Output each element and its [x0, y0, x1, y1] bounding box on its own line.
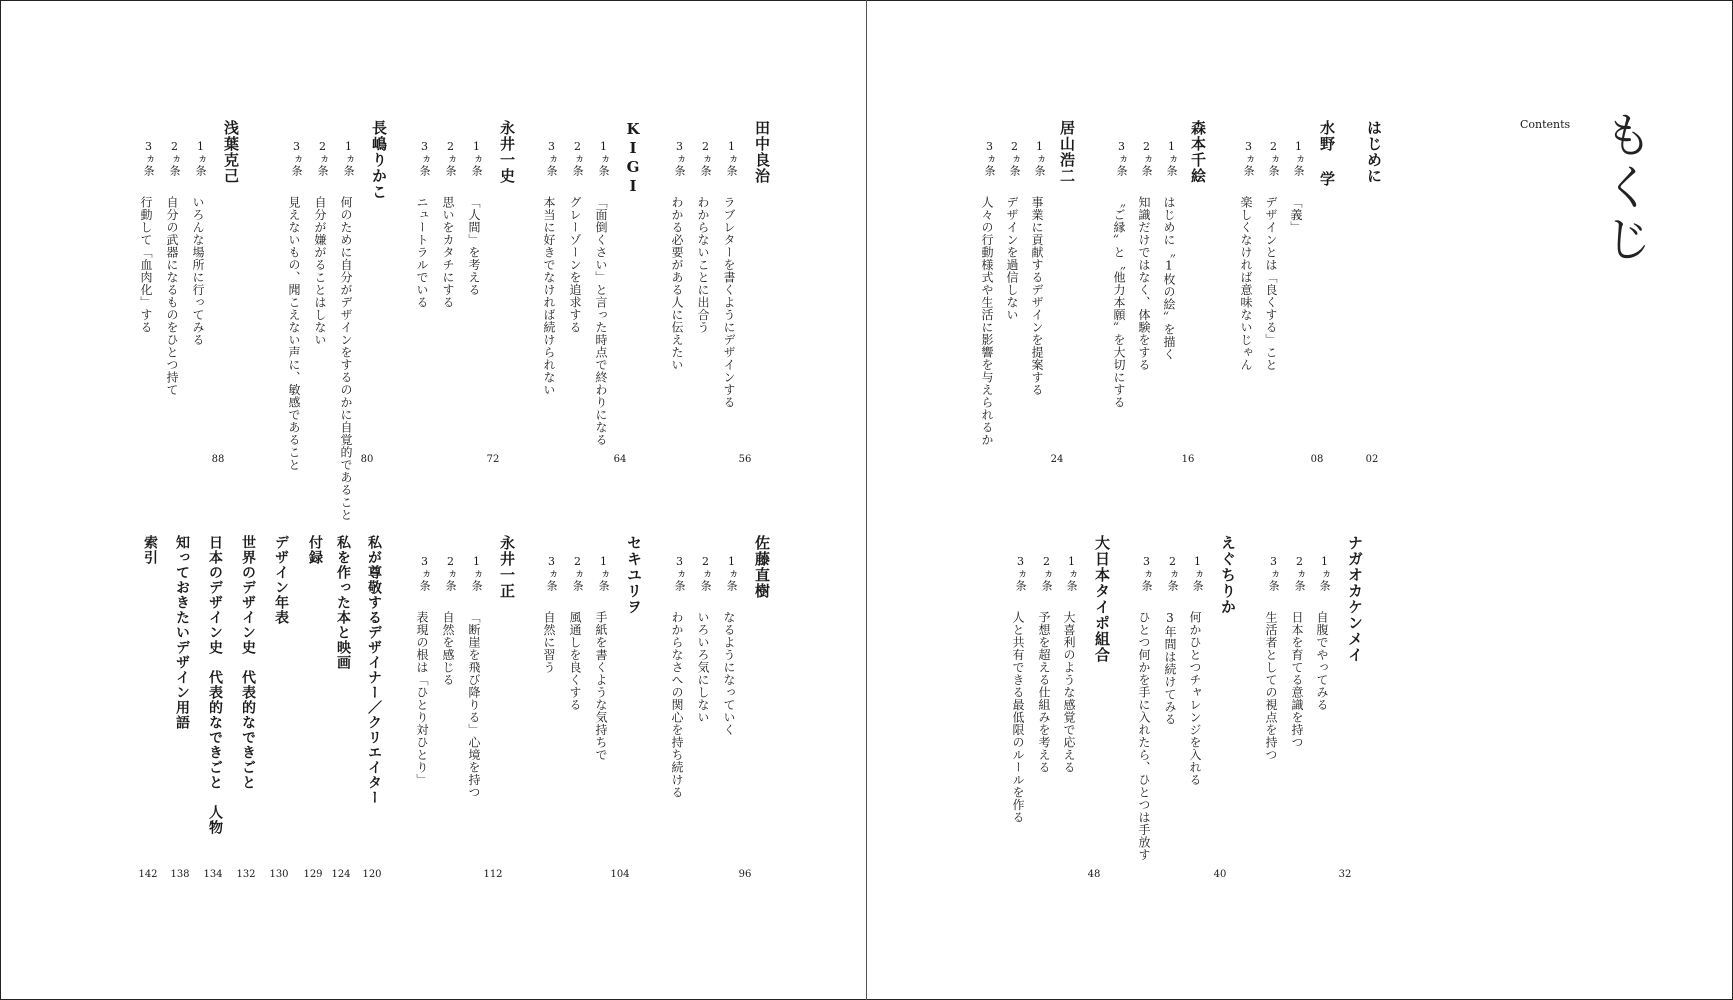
page-number: 32 — [1338, 869, 1352, 880]
page-number: 56 — [738, 454, 752, 465]
article-item[interactable]: 「断崖を飛び降りる」心境を持つ — [467, 611, 481, 799]
article-number: 1ヵ条 — [1165, 140, 1178, 177]
designer-name[interactable]: ナガオカケンメイ — [1346, 535, 1364, 663]
article-item[interactable]: 手紙を書くような気持ちで — [594, 611, 608, 761]
article-item[interactable]: 行動して「血肉化」する — [139, 196, 153, 334]
contents-label: Contents — [1520, 118, 1571, 131]
article-number: 1ヵ条 — [1191, 555, 1204, 592]
article-item[interactable]: 予想を超える仕組みを考える — [1037, 611, 1051, 774]
article-item[interactable]: わからなさへの関心を持ち続ける — [670, 611, 684, 799]
article-item[interactable]: 自分の武器になるものをひとつ持て — [165, 196, 179, 396]
article-item[interactable]: 自分が嫌がることはしない — [313, 196, 327, 346]
appendix-item[interactable]: 日本のデザイン史 代表的なできごと 人物 — [207, 535, 223, 835]
appendix-item[interactable]: 私が尊敬するデザイナー／クリエイター — [366, 535, 382, 805]
page-number: 08 — [1310, 454, 1324, 465]
article-item[interactable]: 楽しくなければ意味ないじゃん — [1239, 196, 1253, 371]
book-gutter — [866, 0, 867, 1000]
toc-intro-page: 02 — [1365, 454, 1379, 465]
page-number: 112 — [483, 869, 503, 880]
page-number: 130 — [269, 869, 289, 880]
article-item[interactable]: デザインを過信しない — [1005, 196, 1019, 321]
article-item[interactable]: デザインとは「良くする」こと — [1264, 196, 1278, 371]
article-number: 3ヵ条 — [1267, 555, 1280, 592]
article-item[interactable]: ひとつ何かを手に入れたら、ひとつは手放す — [1137, 611, 1151, 861]
article-number: 3ヵ条 — [418, 555, 431, 592]
page-number: 134 — [203, 869, 223, 880]
page-number: 48 — [1087, 869, 1101, 880]
designer-name[interactable]: 佐藤直樹 — [753, 535, 771, 599]
article-item[interactable]: グレーゾーンを追求する — [568, 196, 582, 334]
appendix-item[interactable]: 付録 — [307, 535, 323, 565]
article-number: 2ヵ条 — [316, 140, 329, 177]
appendix-item[interactable]: 私を作った本と映画 — [335, 535, 351, 670]
article-number: 2ヵ条 — [1140, 140, 1153, 177]
article-item[interactable]: 何かひとつチャレンジを入れる — [1188, 611, 1202, 786]
article-item[interactable]: 風通しを良くする — [568, 611, 582, 711]
article-number: 2ヵ条 — [571, 140, 584, 177]
article-item[interactable]: なるようになっていく — [722, 611, 736, 736]
article-number: 2ヵ条 — [444, 140, 457, 177]
article-item[interactable]: わからないことに出合う — [696, 196, 710, 334]
designer-name[interactable]: セキユリヲ — [625, 535, 643, 615]
article-item[interactable]: 思いをカタチにする — [441, 196, 455, 309]
article-item[interactable]: はじめに〝1枚の絵〟を描く — [1162, 196, 1176, 361]
page-number: 132 — [236, 869, 256, 880]
article-item[interactable]: 「義」 — [1289, 196, 1303, 234]
article-item[interactable]: 3年間は続けてみる — [1163, 611, 1177, 726]
article-number: 1ヵ条 — [342, 140, 355, 177]
article-number: 2ヵ条 — [444, 555, 457, 592]
page-number: 24 — [1050, 454, 1064, 465]
designer-name[interactable]: 居山浩二 — [1058, 120, 1076, 184]
article-number: 2ヵ条 — [168, 140, 181, 177]
page-number: 129 — [303, 869, 323, 880]
designer-name[interactable]: えぐちりか — [1219, 535, 1237, 615]
article-number: 2ヵ条 — [699, 140, 712, 177]
article-item[interactable]: わかる必要がある人に伝えたい — [670, 196, 684, 371]
designer-name[interactable]: 浅葉克己 — [222, 120, 240, 184]
page-number: 88 — [211, 454, 225, 465]
article-item[interactable]: 自腹でやってみる — [1315, 611, 1329, 711]
page-number: 142 — [138, 869, 158, 880]
article-number: 3ヵ条 — [142, 140, 155, 177]
designer-name[interactable]: 永井一史 — [498, 120, 516, 184]
article-item[interactable]: 何のために自分がデザインをするのかに自覚的であること — [339, 196, 353, 521]
article-item[interactable]: 本当に好きでなければ続けられない — [542, 196, 556, 396]
article-item[interactable]: 「人間」を考える — [467, 196, 481, 296]
article-number: 3ヵ条 — [1014, 555, 1027, 592]
toc-intro[interactable]: はじめに — [1365, 120, 1383, 184]
article-number: 3ヵ条 — [418, 140, 431, 177]
article-item[interactable]: 日本を育てる意識を持つ — [1290, 611, 1304, 749]
article-item[interactable]: 大喜利のような感覚で応える — [1062, 611, 1076, 774]
article-item[interactable]: 事業に貢献するデザインを提案する — [1030, 196, 1044, 396]
appendix-item[interactable]: 世界のデザイン史 代表的なできごと — [240, 535, 256, 790]
article-number: 3ヵ条 — [673, 140, 686, 177]
article-item[interactable]: ラブレターを書くようにデザインする — [722, 196, 736, 409]
designer-name[interactable]: 長嶋りかこ — [370, 120, 388, 200]
article-item[interactable]: 生活者としての視点を持つ — [1264, 611, 1278, 761]
article-item[interactable]: 「面倒くさい」と言った時点で終わりになる — [594, 196, 608, 446]
article-item[interactable]: 〝ご縁〟と〝他力本願〟を大切にする — [1112, 196, 1126, 409]
article-item[interactable]: いろいろ気にしない — [696, 611, 710, 724]
article-number: 3ヵ条 — [1140, 555, 1153, 592]
article-item[interactable]: いろんな場所に行ってみる — [191, 196, 205, 346]
article-number: 3ヵ条 — [1115, 140, 1128, 177]
article-number: 3ヵ条 — [983, 140, 996, 177]
appendix-item[interactable]: 知っておきたいデザイン用語 — [174, 535, 190, 730]
article-number: 3ヵ条 — [673, 555, 686, 592]
appendix-item[interactable]: 索引 — [142, 535, 158, 565]
article-number: 2ヵ条 — [699, 555, 712, 592]
article-number: 2ヵ条 — [1293, 555, 1306, 592]
page-number: 104 — [610, 869, 630, 880]
page-number: 96 — [738, 869, 752, 880]
article-number: 1ヵ条 — [725, 555, 738, 592]
page-number: 16 — [1181, 454, 1195, 465]
article-number: 1ヵ条 — [725, 140, 738, 177]
article-number: 2ヵ条 — [1040, 555, 1053, 592]
page-title: もくじ — [1596, 110, 1652, 266]
designer-name[interactable]: KIGI — [624, 120, 642, 196]
page-number: 80 — [360, 454, 374, 465]
article-item[interactable]: ニュートラルでいる — [415, 196, 429, 309]
article-number: 1ヵ条 — [194, 140, 207, 177]
article-number: 1ヵ条 — [1065, 555, 1078, 592]
designer-name[interactable]: 水野 学 — [1318, 120, 1336, 187]
article-number: 1ヵ条 — [1292, 140, 1305, 177]
page-number: 120 — [362, 869, 382, 880]
article-item[interactable]: 表現の根は「ひとり対ひとり」 — [415, 611, 429, 786]
article-number: 1ヵ条 — [597, 140, 610, 177]
article-number: 2ヵ条 — [571, 555, 584, 592]
article-item[interactable]: 人々の行動様式や生活に影響を与えられるか — [980, 196, 994, 446]
article-number: 1ヵ条 — [1033, 140, 1046, 177]
article-number: 2ヵ条 — [1008, 140, 1021, 177]
page-number: 124 — [331, 869, 351, 880]
article-number: 1ヵ条 — [470, 140, 483, 177]
article-number: 3ヵ条 — [1242, 140, 1255, 177]
article-number: 1ヵ条 — [597, 555, 610, 592]
article-number: 2ヵ条 — [1267, 140, 1280, 177]
appendix-item[interactable]: デザイン年表 — [273, 535, 289, 625]
article-item[interactable]: 自然を感じる — [441, 611, 455, 686]
page-number: 72 — [486, 454, 500, 465]
page-number: 138 — [170, 869, 190, 880]
article-number: 3ヵ条 — [545, 555, 558, 592]
article-number: 3ヵ条 — [290, 140, 303, 177]
page-number: 40 — [1213, 869, 1227, 880]
article-item[interactable]: 人と共有できる最低限のルールを作る — [1011, 611, 1025, 824]
article-number: 2ヵ条 — [1166, 555, 1179, 592]
article-number: 1ヵ条 — [470, 555, 483, 592]
article-number: 3ヵ条 — [545, 140, 558, 177]
page-number: 64 — [613, 454, 627, 465]
designer-name[interactable]: 田中良治 — [753, 120, 771, 184]
article-number: 1ヵ条 — [1318, 555, 1331, 592]
article-item[interactable]: 見えないもの、聞こえない声に、敏感であること — [287, 196, 301, 471]
designer-name[interactable]: 森本千絵 — [1189, 120, 1207, 184]
designer-name[interactable]: 大日本タイポ組合 — [1093, 535, 1111, 663]
article-item[interactable]: 自然に習う — [542, 611, 556, 674]
designer-name[interactable]: 永井一正 — [498, 535, 516, 599]
article-item[interactable]: 知識だけではなく、体験をする — [1137, 196, 1151, 371]
